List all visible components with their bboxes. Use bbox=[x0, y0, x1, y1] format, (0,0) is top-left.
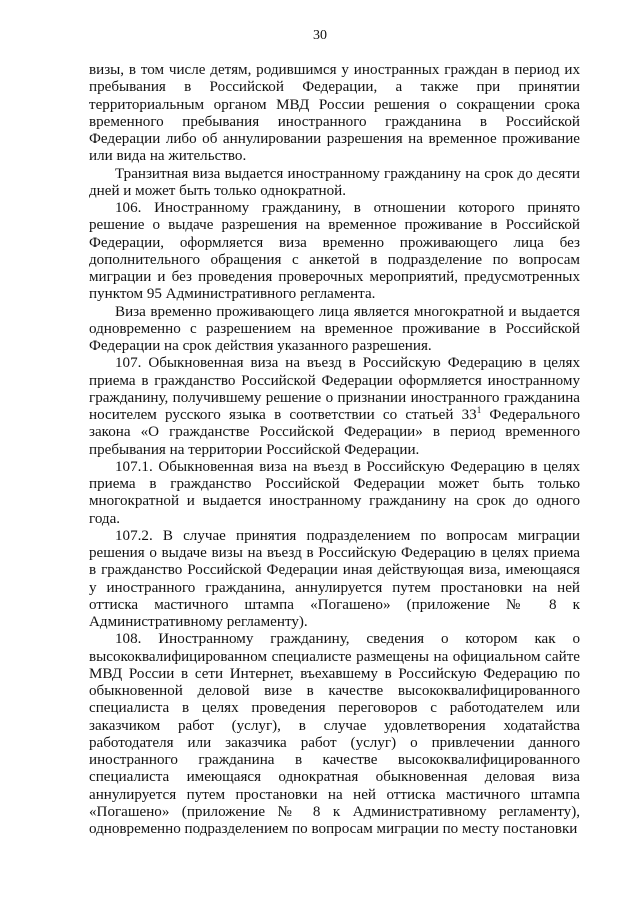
paragraph: 107.2. В случае принятия подразделением по вопросам миграции решения о выдаче визы на въезд в Российскую Федерацию в целях приема в гражданство Российской Федерации иная действующая виза, имеющаяся у иностранного гражданина, аннулируется путем простановки на ней оттиска мастичного штампа «Погашено» (приложение № 8 к Административному регламенту). bbox=[89, 527, 580, 630]
paragraph bbox=[89, 355, 580, 459]
paragraph: 108. Иностранному гражданину, сведения о котором как о высококвалифицированном специалисте размещены на официальном сайте МВД России в сети Интернет, въехавшему в Российскую Федерацию по обыкновенной деловой визе в качестве высококвалифицированного специалиста в целях проведения переговоров с работодателем или заказчиком работ (услуг), в случае удовлетворения ходатайства работодателя или заказчика работ (услуг) о привлечении данного иностранного гражданина в качестве высококвалифицированного специалиста имеющаяся однократная обыкновенная деловая виза аннулируется путем простановки на ней оттиска мастичного штампа «Погашено» (приложение № 8 к Административному регламенту), одновременно подразделением по вопросам миграции по месту постановки bbox=[89, 631, 580, 837]
paragraph-text: 107. Обыкновенная виза на въезд в Российскую Федерацию в целях приема в гражданство Российской Федерации оформляется иностранному гражданину, получившему решение о признании иностранного гражданина носителем русского языка в соответствии со статьей 33 bbox=[89, 355, 580, 423]
paragraph: Виза временно проживающего лица является многократной и выдается одновременно с разрешением на временное проживание в Российской Федерации на срок действия указанного разрешения. bbox=[89, 303, 580, 354]
paragraph-text: Федерального закона «О гражданстве Российской Федерации» в период временного пребывания на территории Российской Федерации. bbox=[89, 407, 581, 458]
paragraph: 107.1. Обыкновенная виза на въезд в Российскую Федерацию в целях приема в гражданство Российской Федерации может быть только многократной и выдается иностранному гражданину на срок до одного года. bbox=[89, 458, 580, 527]
superscript: 1 bbox=[476, 404, 482, 415]
page-number: 30 bbox=[313, 28, 327, 43]
paragraph: визы, в том числе детям, родившимся у иностранных граждан в период их пребывания в Российской Федерации, а также при принятии территориальным органом МВД России решения о сокращении срока временного пребывания иностранного гражданина в Российской Федерации либо об аннулировании разрешения на временное проживание или вида на жительство. bbox=[89, 62, 580, 165]
paragraph: 106. Иностранному гражданину, в отношении которого принято решение о выдаче разрешения на временное проживание в Российской Федерации, оформляется виза временно проживающего лица без дополнительного обращения с анкетой в подразделение по вопросам миграции и без проведения проверочных мероприятий, предусмотренных пунктом 95 Административного регламента. bbox=[89, 200, 580, 303]
document-body bbox=[89, 62, 580, 838]
paragraph: Транзитная виза выдается иностранному гражданину на срок до десяти дней и может быть только однократной. bbox=[89, 165, 580, 199]
